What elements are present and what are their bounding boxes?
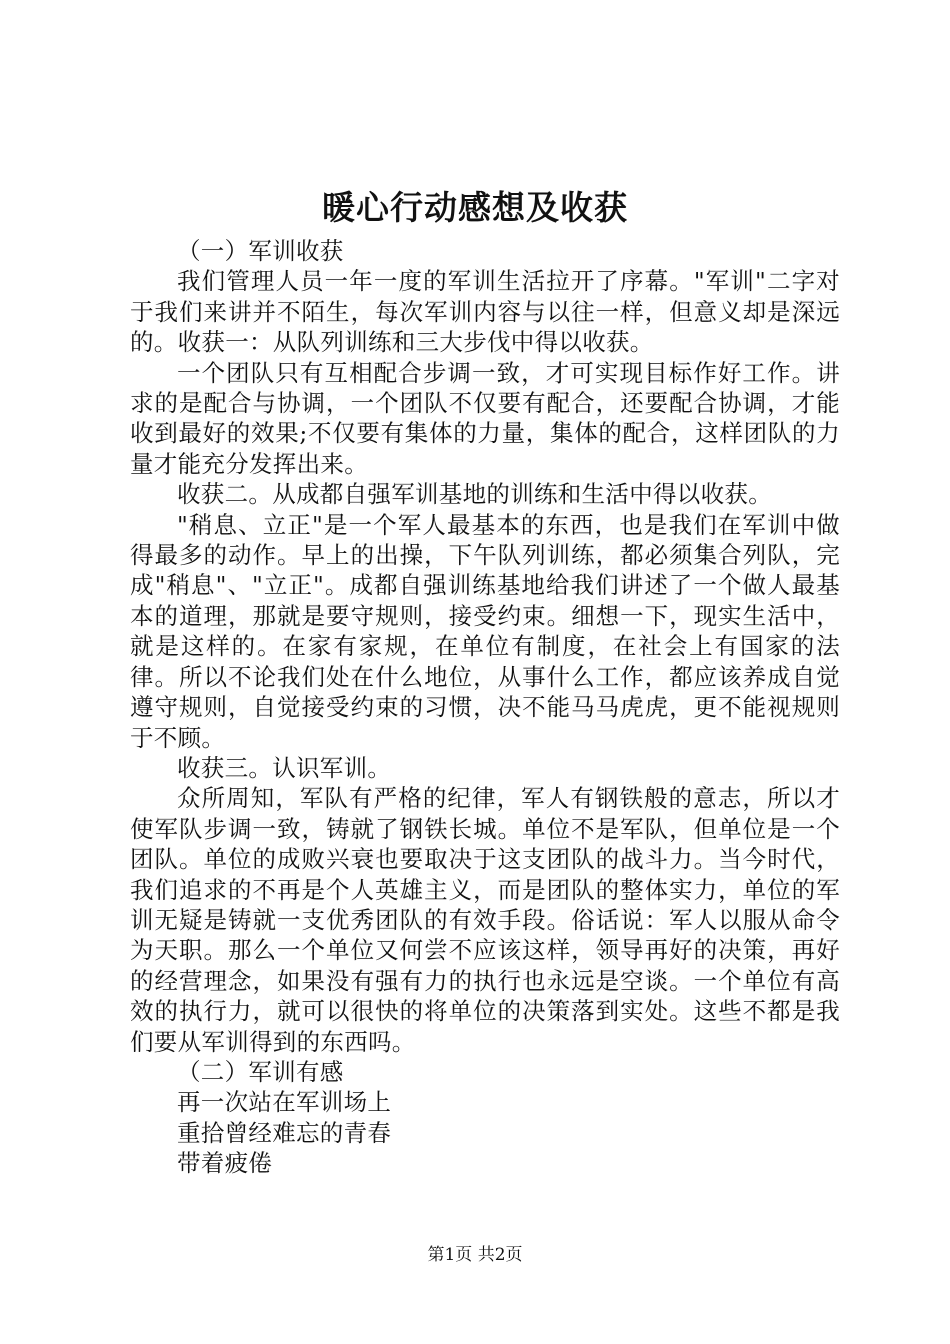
paragraph: 收获二。从成都自强军训基地的训练和生活中得以收获。 (177, 480, 772, 509)
page-footer: 第1页 共2页 (427, 1245, 523, 1265)
paragraph: 收获三。认识军训。 (177, 753, 392, 782)
poem-line: 重拾曾经难忘的青春 (177, 1118, 392, 1147)
paragraph: "稍息、立正"是一个军人最基本的东西，也是我们在军训中做得最多的动作。早上的出操，下午队列训练，都必须集合列队，完成"稍息"、"立正"。成都自强训练基地给我们讲述了一个做人最基本的道理，那就是要守规则，接受约束。细想一下，现实生活中，就是这样的。在家有家规，在单位有制度，在社会上有国家的法律。所以不论我们处在什么地位，从事什么工作，都应该养成自觉遵守规则，自觉接受约束的习惯，决不能马马虎虎，更不能视规则于不顾。 (130, 510, 840, 752)
section-heading-2: （二）军训有感 (177, 1057, 344, 1086)
poem-line: 带着疲倦 (177, 1149, 273, 1178)
section-heading-1: （一）军训收获 (177, 237, 344, 265)
paragraph: 我们管理人员一年一度的军训生活拉开了序幕。"军训"二字对于我们来讲并不陌生，每次军训内容与以往一样，但意义却是深远的。收获一：从队列训练和三大步伐中得以收获。 (130, 267, 840, 357)
document-body (130, 236, 840, 1179)
document-title: 暖心行动感想及收获 (322, 188, 628, 227)
paragraph: 一个团队只有互相配合步调一致，才可实现目标作好工作。讲求的是配合与协调，一个团队不仅要有配合，还要配合协调，才能收到最好的效果;不仅要有集体的力量，集体的配合，这样团队的力量才能充分发挥出来。 (130, 358, 840, 478)
paragraph: 众所周知，军队有严格的纪律，军人有钢铁般的意志，所以才使军队步调一致，铸就了钢铁长城。单位不是军队，但单位是一个团队。单位的成败兴衰也要取决于这支团队的战斗力。当今时代，我们追求的不再是个人英雄主义，而是团队的整体实力，单位的军训无疑是铸就一支优秀团队的有效手段。俗话说：军人以服从命令为天职。那么一个单位又何尝不应该这样，领导再好的决策，再好的经营理念，如果没有强有力的执行也永远是空谈。一个单位有高效的执行力，就可以很快的将单位的决策落到实处。这些不都是我们要从军训得到的东西吗。 (130, 784, 840, 1056)
poem-line: 再一次站在军训场上 (177, 1088, 392, 1117)
